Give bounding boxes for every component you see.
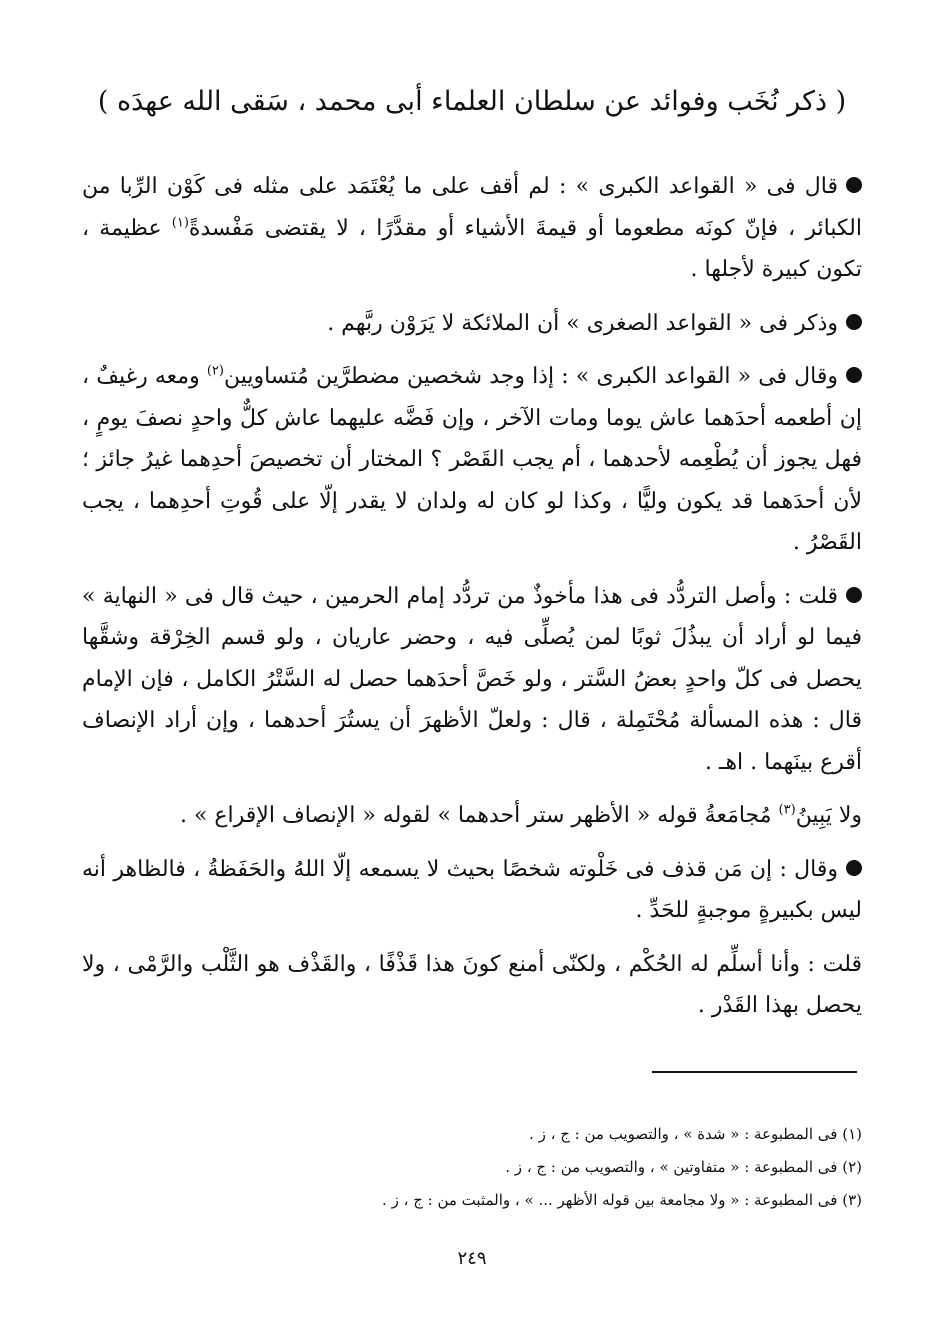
paragraph (82, 166, 862, 291)
bullet-icon (846, 587, 862, 603)
paragraph (82, 944, 862, 1027)
paragraph-text-continued: مُجامَعةُ قوله « الأظهر ستر أحدهما » لقوله « الإنصاف الإقراع » . (179, 803, 779, 828)
footnote-reference: (٣) (778, 802, 796, 818)
footnote-reference: (٢) (206, 363, 224, 379)
footnote-reference: (١) (171, 215, 189, 231)
paragraph (82, 303, 862, 345)
paragraph (82, 795, 862, 837)
footnote: (٣) فى المطبوعة : « ولا مجامعة بين قوله الأظهر ... » ، والمثبت من : ج ، ز . (382, 1191, 862, 1209)
page-number: ٢٤٩ (457, 1248, 487, 1269)
paragraph-text: ولا يَبِينُ (795, 803, 862, 828)
main-text (82, 166, 862, 1039)
paragraph-text: وقال : إن مَن قذف فى خَلْوته شخصًا بحيث لا يسمعه إلّا اللهُ والحَفَظةُ ، فالظاهر أنه ليس بكبيرةٍ موجبةٍ للحَدِّ . (82, 856, 862, 923)
bullet-icon (846, 177, 862, 193)
paragraph-text-continued: عظيمة ، تكون كبيرة لأجلها . (82, 215, 862, 282)
paragraph-text: وقال فى « القواعد الكبرى » : إذا وجد شخصين مضطرَّين مُتساويين (223, 364, 838, 389)
footnotes (82, 1118, 862, 1217)
paragraph (82, 356, 862, 564)
paragraph-text: قلت : وأصل التردُّد فى هذا مأخوذٌ من تردُّد إمام الحرمين ، حيث قال فى « النهاية » فيما لو أراد أن يبذُلَ ثوبًا لمن يُصلِّى فيه ، وحضر عاريان ، ولو قسم الخِرْقة وشقَّها يحصل فى كلّ واحدٍ بعضُ السَّتر ، ولو خَصَّ أحدَهما حصل له السَّتْرُ الكامل ، فإن الإمام قال : هذه المسألة مُحْتَمِلة ، قال : ولعلّ الأظهرَ أن يستُرَ أحدهما ، وإن أراد الإنصاف أقرع بينَهما . اهـ . (82, 583, 862, 775)
paragraph-text: قلت : وأنا أسلِّم له الحُكْم ، ولكنّى أمنع كونَ هذا قَذْفًا ، والقَذْف هو الثَّلْب والرَّمْى ، ولا يحصل بهذا القَدْر . (82, 951, 862, 1018)
footnote: (١) فى المطبوعة : « شدة » ، والتصويب من : ج ، ز . (529, 1125, 862, 1143)
bullet-icon (846, 314, 862, 330)
bullet-icon (846, 367, 862, 383)
bullet-icon (846, 860, 862, 876)
paragraph-text-continued: ومعه رغيفٌ ، إن أطعمه أحدَهما عاش يوما ومات الآخر ، وإن فَضَّه عليهما عاش كلٌّ واحدٍ نصفَ يومٍ ، فهل يجوز أن يُطْعِمه لأحدهما ، أم يجب القَصْر ؟ المختار أن تخصيصَ أحدِهما غيرُ جائز ؛ لأن أحدَهما قد يكون وليًّا ، وكذا لو كان له ولدان لا يقدر إلّا على قُوتِ أحدِهما ، يجب القَصْرُ . (82, 364, 862, 555)
paragraph-text: قال فى « القواعد الكبرى » : لم أقف على ما يُعْتَمَد على مثله فى كَوْن الرِّبا من الكبائر ، فإنّ كونَه مطعوما أو قيمةَ الأشياء أو مقدَّرًا ، لا يقتضى مَفْسدةً (82, 174, 862, 241)
paragraph (82, 849, 862, 932)
paragraph (82, 576, 862, 784)
chapter-header: ( ذكر نُخَب وفوائد عن سلطان العلماء أبى محمد ، سَقى الله عهدَه ) (97, 86, 847, 117)
footnote: (٢) فى المطبوعة : « متفاوتين » ، والتصويب من : ج ، ز . (505, 1158, 862, 1176)
footnote-divider (652, 1071, 857, 1073)
paragraph-text: وذكر فى « القواعد الصغرى » أن الملائكة لا يَرَوْن ربَّهم . (327, 310, 838, 336)
